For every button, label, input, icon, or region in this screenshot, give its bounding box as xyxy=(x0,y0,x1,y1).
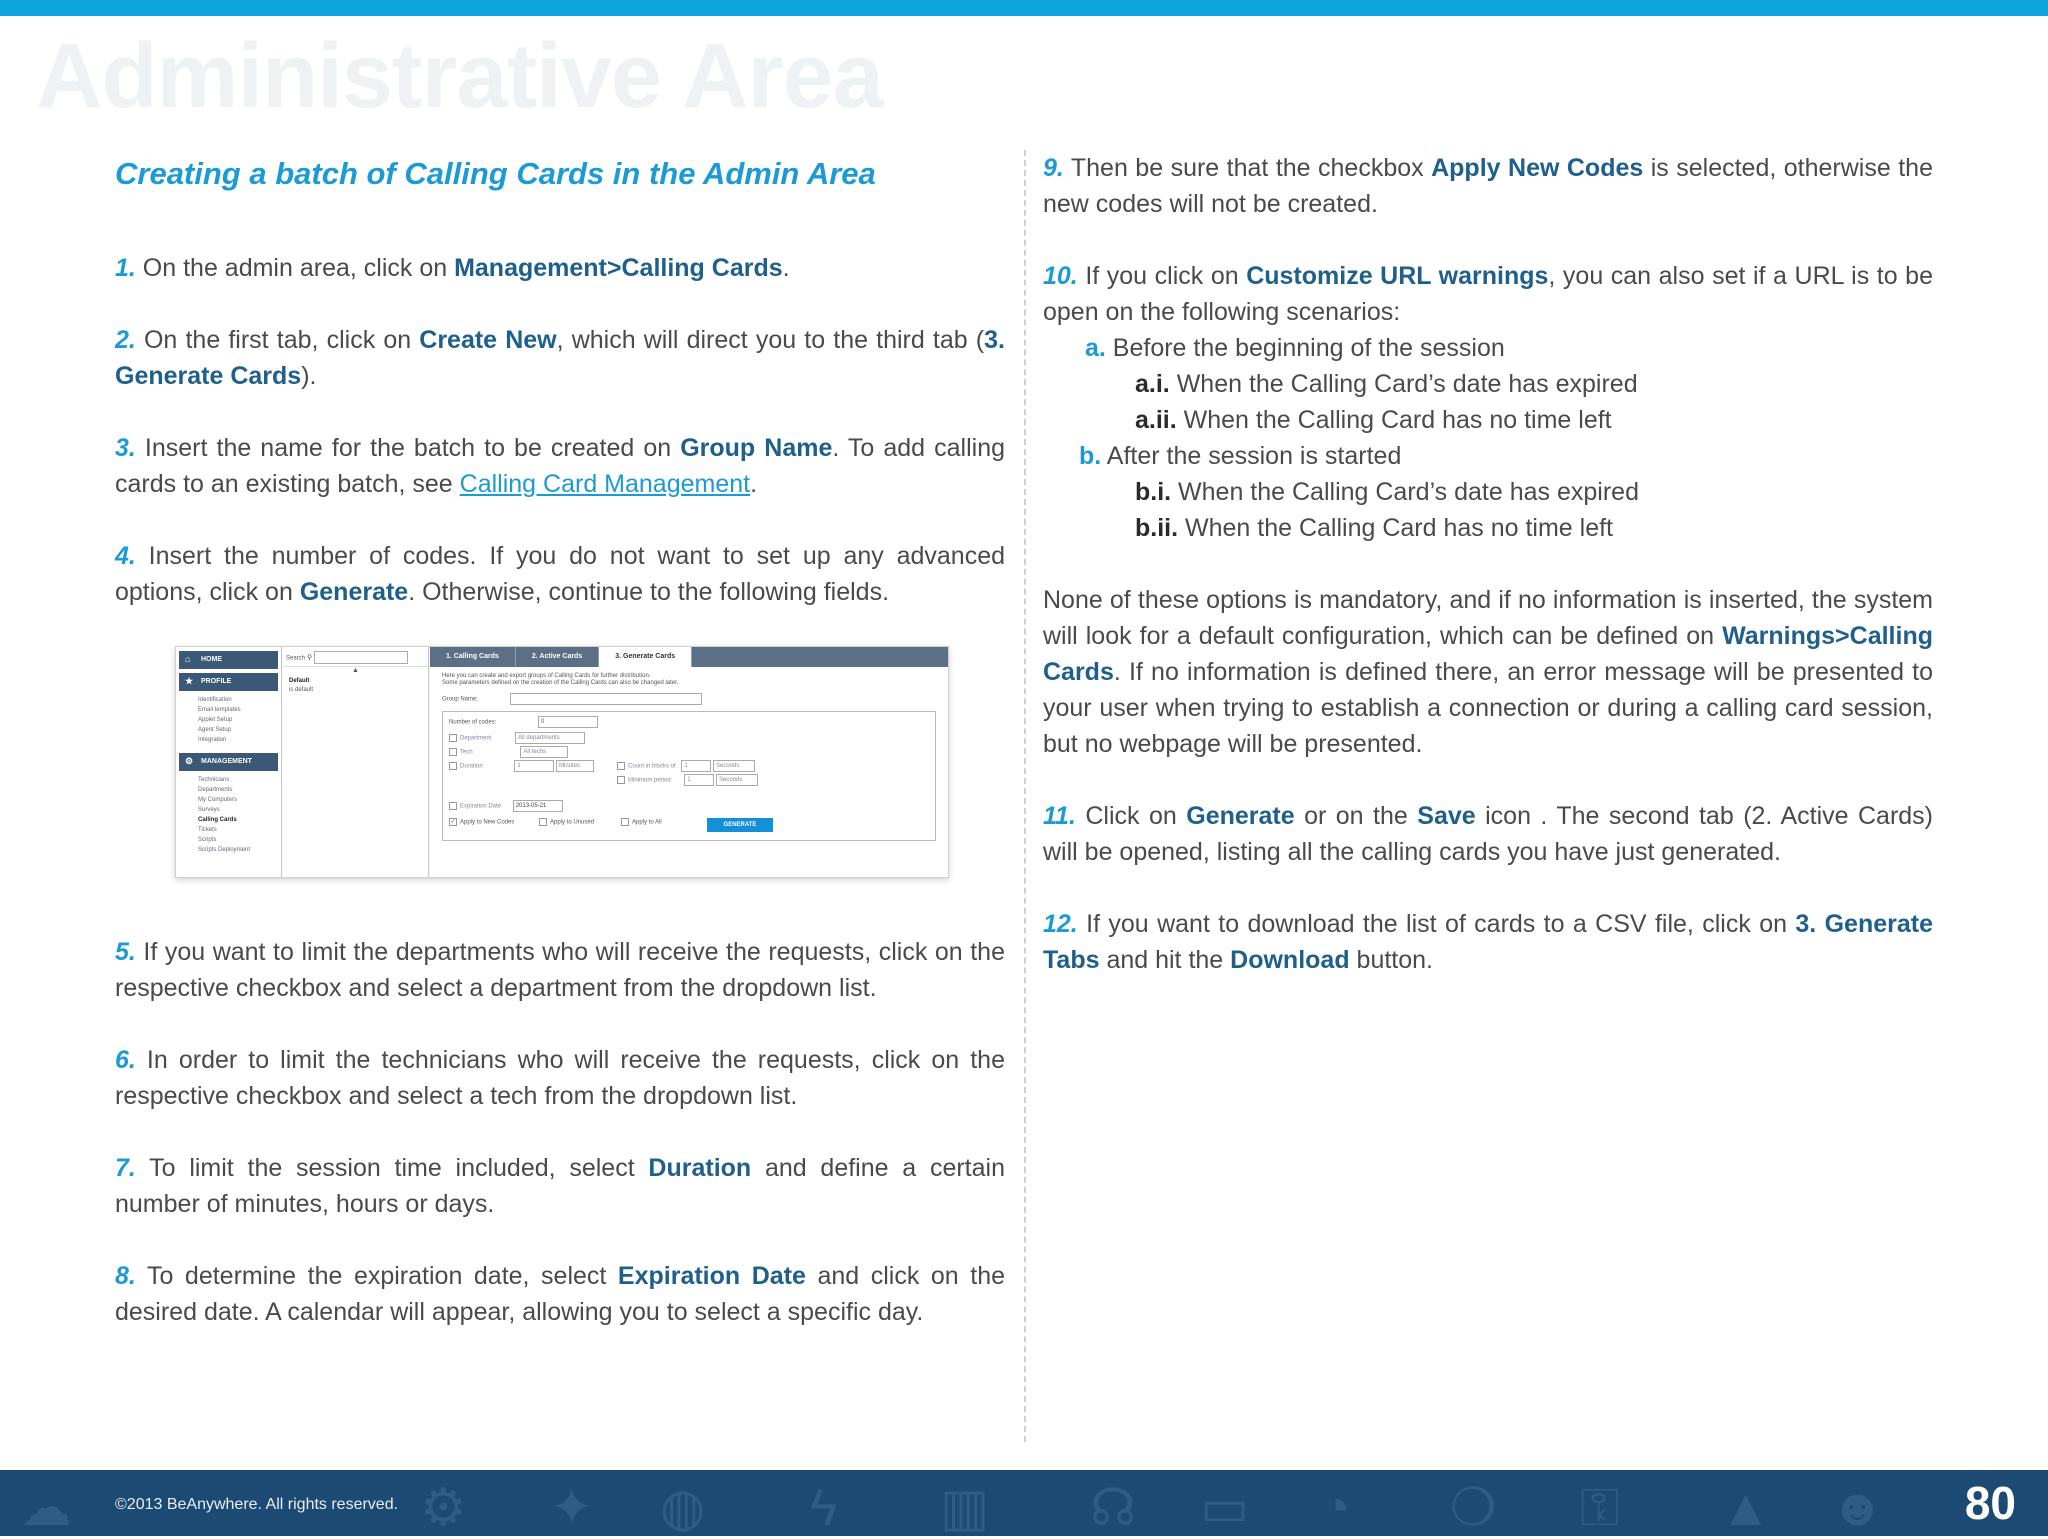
list-item-default xyxy=(283,675,428,697)
group-name-label: Group Name: xyxy=(442,696,479,703)
apply-unused-checkbox xyxy=(539,818,547,826)
apply-all-label: Apply to All xyxy=(632,819,662,826)
option-label: a. xyxy=(1085,334,1106,362)
sidebar-management-label: MANAGEMENT xyxy=(201,758,252,765)
note-text: None of these options is mandatory, and if no information is inserted, the system will look for a default configuration, which can be defined on xyxy=(1043,586,1933,650)
sidebar-item: Tickets xyxy=(198,827,217,833)
step-1 xyxy=(115,250,1005,286)
step-text: . Otherwise, continue to the following fields. xyxy=(408,578,890,606)
globe-icon: ◍ xyxy=(660,1479,706,1537)
apply-unused-label: Apply to Unused xyxy=(550,819,595,826)
sidebar-item-calling-cards: Calling Cards xyxy=(198,817,237,823)
option-text: When the Calling Card’s date has expired xyxy=(1171,478,1639,506)
lightning-icon: ϟ xyxy=(810,1479,838,1537)
step-text: . To add calling cards to an existing batch, see xyxy=(115,434,1006,498)
duration-row xyxy=(449,760,594,772)
step-10-intro xyxy=(1043,258,1933,330)
list-item-sub: is default xyxy=(289,687,314,693)
step-10 xyxy=(1043,258,1933,546)
tech-checkbox xyxy=(449,748,457,756)
step-number: 4. xyxy=(115,542,136,570)
option-text: Before the beginning of the session xyxy=(1105,334,1505,362)
gear-icon: ⚙ xyxy=(420,1479,467,1537)
step-12 xyxy=(1043,906,1933,978)
search-icon: ⚲ xyxy=(306,654,313,662)
bar-chart-icon: ▥ xyxy=(940,1479,990,1537)
step-number: 12. xyxy=(1043,910,1078,938)
step-8 xyxy=(115,1258,1005,1330)
sidebar-profile-label: PROFILE xyxy=(201,678,232,685)
warning-icon: ▲ xyxy=(1720,1479,1772,1537)
chat-icon: ❍ xyxy=(1450,1479,1497,1537)
step-text: icon . The second tab (2. Active Cards) will be opened, listing all the calling cards you have just generated. xyxy=(1043,802,1933,866)
step-text: button. xyxy=(1349,946,1433,974)
keyword: Group Name xyxy=(680,434,833,462)
department-select: All departments xyxy=(515,732,585,744)
step-text: If you click on xyxy=(1077,262,1247,290)
min-period-input: 1 xyxy=(684,774,714,786)
sidebar-profile xyxy=(179,673,278,691)
keyword: Create New xyxy=(419,326,557,354)
step-text: On the admin area, click on xyxy=(135,254,455,282)
duration-input: 1 xyxy=(514,760,554,772)
step-5 xyxy=(115,934,1005,1006)
sidebar-item: Email templates xyxy=(198,707,241,713)
apply-all-checkbox xyxy=(621,818,629,826)
count-blocks-checkbox xyxy=(617,762,625,770)
advanced-options xyxy=(442,711,936,841)
duration-checkbox xyxy=(449,762,457,770)
step-text: Insert the number of codes. If you do not want to set up any advanced options, click on xyxy=(115,542,1005,606)
page-footer xyxy=(0,1470,2048,1536)
step-text: Click on xyxy=(1075,802,1187,830)
step-text: In order to limit the technicians who will receive the requests, click on the respective checkbox and select a tech from the dropdown list. xyxy=(115,1046,1005,1110)
keyword: Save xyxy=(1417,802,1476,830)
step-text: , you can also set if a URL is to be open on the following scenarios: xyxy=(1043,262,1933,326)
screenshot-tabs xyxy=(430,647,948,667)
option-label: b.i. xyxy=(1135,478,1172,506)
left-column xyxy=(115,150,1005,1366)
sidebar-item: Scripts Deployment xyxy=(198,847,251,853)
monitor-icon: ▭ xyxy=(1200,1479,1250,1537)
tech-label: Tech xyxy=(460,749,473,756)
step-2 xyxy=(115,322,1005,394)
keyword: Management>Calling Cards xyxy=(454,254,783,282)
count-blocks-row xyxy=(617,760,755,772)
step-text: On the first tab, click on xyxy=(135,326,420,354)
option-label: b. xyxy=(1079,442,1102,470)
option-text: When the Calling Card’s date has expired xyxy=(1169,370,1638,398)
step-9 xyxy=(1043,150,1933,222)
step-number: 7. xyxy=(115,1154,136,1182)
keyword: Generate xyxy=(1186,802,1295,830)
screenshot-group-list xyxy=(283,647,429,877)
step-3 xyxy=(115,430,1005,502)
option-b-i xyxy=(1043,474,1933,510)
section-watermark-title: Administrative Area xyxy=(36,25,883,127)
min-period-row xyxy=(617,774,758,786)
sidebar-item: Technicians xyxy=(198,777,230,783)
option-a-i xyxy=(1043,366,1933,402)
apply-unused-row xyxy=(539,818,594,828)
rss-icon: ◔ xyxy=(1320,1479,1352,1537)
screenshot-main xyxy=(430,647,948,877)
min-period-unit: Seconds xyxy=(716,774,758,786)
step-number: 1. xyxy=(115,254,136,282)
apply-new-label: Apply to New Codes xyxy=(460,819,515,826)
group-name-row xyxy=(442,693,936,705)
keyword: Duration xyxy=(648,1154,752,1182)
admin-screenshot xyxy=(175,646,949,878)
form-intro: Some parameters defined on the creation of the Calling Cards can also be changed later. xyxy=(442,680,679,686)
step-7 xyxy=(115,1150,1005,1222)
duration-unit-select: Minutes xyxy=(556,760,594,772)
top-accent-bar xyxy=(0,0,2048,16)
step-text: . xyxy=(782,254,790,282)
keyword: Expiration Date xyxy=(617,1262,806,1290)
step-text: is selected, otherwise the new codes will not be created. xyxy=(1043,154,1933,218)
num-codes-label: Number of codes: xyxy=(449,719,497,726)
option-text: When the Calling Card has no time left xyxy=(1176,406,1612,434)
keyword: Apply New Codes xyxy=(1431,154,1644,182)
min-period-checkbox xyxy=(617,776,625,784)
sidebar-management xyxy=(179,753,278,771)
step-4 xyxy=(115,538,1005,610)
sidebar-item: Departments xyxy=(198,787,233,793)
step-number: 10. xyxy=(1043,262,1078,290)
column-divider xyxy=(1024,150,1026,1442)
step-number: 11. xyxy=(1043,802,1076,830)
gear-icon: ⚙ xyxy=(185,756,194,766)
option-label: a.i. xyxy=(1135,370,1170,398)
step-number: 6. xyxy=(115,1046,136,1074)
department-row xyxy=(449,732,585,744)
group-name-input xyxy=(510,693,702,705)
tab-generate-cards: 3. Generate Cards xyxy=(599,647,692,667)
step-number: 9. xyxy=(1043,154,1064,182)
scroll-up-icon: ▲ xyxy=(352,667,359,674)
option-label: b.ii. xyxy=(1135,514,1179,542)
option-text: When the Calling Card has no time left xyxy=(1178,514,1613,542)
num-codes-row xyxy=(449,716,598,728)
min-period-label: Minimum period xyxy=(628,777,671,784)
note-text: . If no information is defined there, an error message will be presented to your user when trying to establish a connection or during a calling card session, but no webpage will be presented. xyxy=(1043,658,1933,758)
step-text: To determine the expiration date, select xyxy=(135,1262,618,1290)
screenshot-generate-button: GENERATE xyxy=(707,818,773,832)
step-number: 5. xyxy=(115,938,136,966)
list-item-title: Default xyxy=(289,678,310,684)
screenshot-search xyxy=(283,647,428,667)
step-11 xyxy=(1043,798,1933,870)
headset-icon: ☊ xyxy=(1090,1479,1137,1537)
sidebar-home-label: HOME xyxy=(201,656,222,663)
key-icon: ⚿ xyxy=(1580,1479,1620,1537)
cloud-icon: ☁ xyxy=(20,1479,72,1537)
tab-active-cards: 2. Active Cards xyxy=(516,647,599,667)
option-b-ii xyxy=(1043,510,1933,546)
count-blocks-label: Count in blocks of xyxy=(628,763,676,770)
step-text: Then be sure that the checkbox xyxy=(1063,154,1432,182)
step-number: 3. xyxy=(115,434,136,462)
keyword: Warnings>Calling Cards xyxy=(1043,622,1933,686)
tech-row xyxy=(449,746,568,758)
right-column xyxy=(1043,150,1933,1014)
keyword: 3. Generate Cards xyxy=(115,326,1005,390)
option-a-ii xyxy=(1043,402,1933,438)
option-text: After the session is started xyxy=(1101,442,1402,470)
home-icon: ⌂ xyxy=(185,654,191,664)
apply-all-row xyxy=(621,818,662,828)
option-a xyxy=(1043,330,1933,366)
step-text: ). xyxy=(301,362,317,390)
lightbulb-icon: ✦ xyxy=(550,1479,594,1537)
sidebar-item: My Computers xyxy=(198,797,238,803)
step-number: 8. xyxy=(115,1262,136,1290)
sidebar-home xyxy=(179,651,278,669)
step-text: If you want to limit the departments who will receive the requests, click on the respective checkbox and select a department from the dropdown list. xyxy=(115,938,1005,1002)
person-icon: ☻ xyxy=(1830,1479,1885,1537)
option-b xyxy=(1043,438,1933,474)
step-text: or on the xyxy=(1294,802,1418,830)
sidebar-item: Applet Setup xyxy=(198,717,233,723)
option-label: a.ii. xyxy=(1135,406,1177,434)
search-label: Search xyxy=(286,655,306,662)
department-label: Department xyxy=(460,735,492,742)
page-number: 80 xyxy=(1964,1477,2016,1529)
apply-new-row xyxy=(449,818,514,828)
tech-select: All techs xyxy=(520,746,568,758)
keyword: Customize URL warnings xyxy=(1246,262,1549,290)
keyword: Generate xyxy=(299,578,409,606)
step-text: . xyxy=(750,470,758,498)
step-number: 2. xyxy=(115,326,136,354)
step-text: Insert the name for the batch to be created on xyxy=(135,434,681,462)
step-text: To limit the session time included, select xyxy=(135,1154,649,1182)
duration-label: Duration xyxy=(460,763,483,770)
tab-calling-cards: 1. Calling Cards xyxy=(430,647,516,667)
exp-date-row xyxy=(449,800,563,812)
step-text: If you want to download the list of cards to a CSV file, click on xyxy=(1077,910,1796,938)
exp-date-input: 2013-05-21 xyxy=(513,800,563,812)
step-6 xyxy=(115,1042,1005,1114)
screenshot-sidebar xyxy=(176,647,282,877)
star-icon: ★ xyxy=(185,676,194,686)
search-box xyxy=(314,651,408,664)
step-text: and click on the desired date. A calendar will appear, allowing you to select a specific day. xyxy=(115,1262,1005,1326)
step-text: , which will direct you to the third tab ( xyxy=(556,326,985,354)
form-intro: Here you can create and export groups of Calling Cards for further distribution. xyxy=(442,673,651,679)
step-text: and hit the xyxy=(1099,946,1231,974)
apply-new-checkbox: ✓ xyxy=(450,819,456,825)
sidebar-item: Scripts xyxy=(198,837,217,843)
calling-card-management-link[interactable]: Calling Card Management xyxy=(459,470,751,498)
keyword: 3. Generate Tabs xyxy=(1043,910,1933,974)
copyright: ©2013 BeAnywhere. All rights reserved. xyxy=(115,1496,399,1513)
count-blocks-input: 1 xyxy=(681,760,711,772)
sidebar-item: Surveys xyxy=(198,807,220,813)
sidebar-item: Identification xyxy=(198,697,232,703)
keyword: Download xyxy=(1230,946,1350,974)
sidebar-item: Integration xyxy=(198,737,227,743)
num-codes-input: 0 xyxy=(538,716,598,728)
department-checkbox xyxy=(449,734,457,742)
screenshot-form xyxy=(430,667,948,847)
section-heading: Creating a batch of Calling Cards in the Admin Area xyxy=(115,156,876,191)
exp-date-label: Expiration Date xyxy=(460,803,502,810)
count-blocks-unit: Seconds xyxy=(713,760,755,772)
note-paragraph xyxy=(1043,582,1933,762)
step-text: and define a certain number of minutes, hours or days. xyxy=(115,1154,1005,1218)
sidebar-item: Agent Setup xyxy=(198,727,232,733)
exp-date-checkbox xyxy=(449,802,457,810)
